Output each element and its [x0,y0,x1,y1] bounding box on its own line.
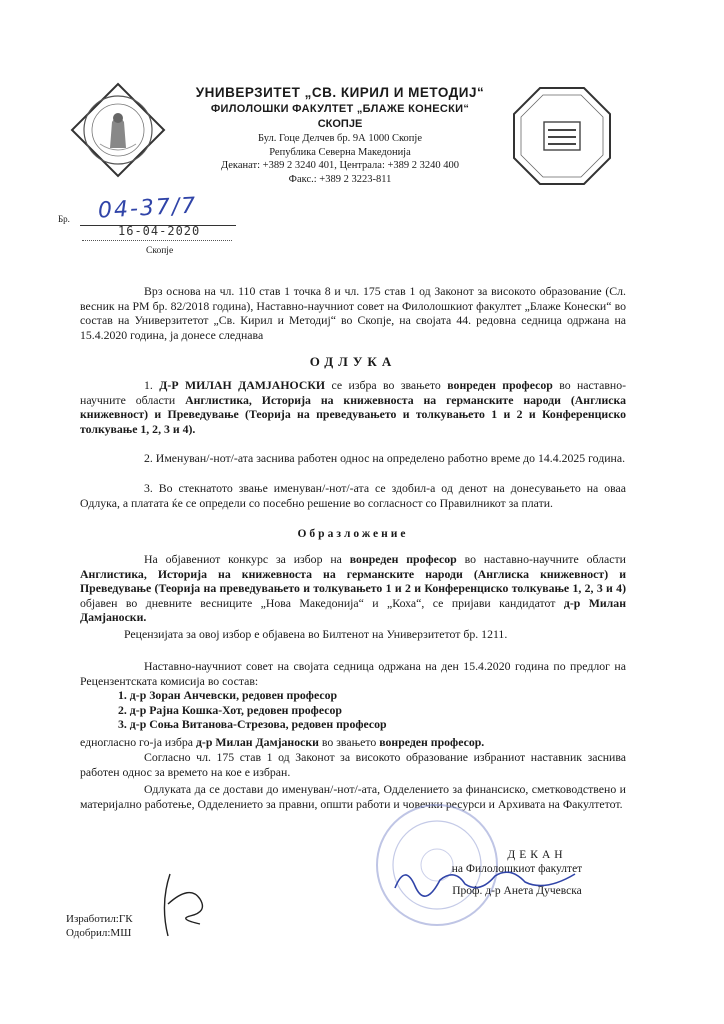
dean-signature-icon [385,858,585,898]
reference-date: 16-04-2020 [118,224,201,238]
explanation-paragraph-5: Согласно чл. 175 став 1 од Законот за високото образование избраниот наставник заснива работен однос за времето на кое е избран. [80,750,626,779]
reference-city: Скопје [146,246,174,256]
academic-title: вонреден професор [447,378,553,392]
paragraph-text: во звањето [321,735,377,749]
prepared-by: Изработил:ГК [66,913,133,925]
commission-member: 2. д-р Рајна Кошка-Хот, редовен професор [118,702,342,717]
header-fax: Факс.: +389 2 3223-811 [288,173,392,185]
decision-item-2: 2. Именуван/-нот/-ата заснива работен однос на определено работно време до 14.4.2025 година. [144,451,626,465]
explanation-paragraph-6: Одлуката да се достави до именуван/-нот/-ата, Одделението за финансиско, сметководствено и материјално работење, Одделението за правни, општи работи и човечки ресурси и Архивата на Факултетот. [80,782,626,811]
commission-members-list [118,688,387,732]
academic-fields: Англистика, Историја на книжевноста на германските народи (Англиска книжевност) и Преведување (Теорија на преведувањето и толкувањето 1 и 2 и Конференциско толкување 1, 2, 3 и 4). [80,392,627,436]
letterhead [170,84,510,186]
explanation-title: Образложение [297,528,409,540]
header-phones: Деканат: +389 2 3240 401, Централа: +389 2 3240 400 [220,160,460,171]
university-name: УНИВЕРЗИТЕТ „СВ. КИРИЛ И МЕТОДИЈ“ [195,85,485,100]
faculty-seal-icon [512,86,612,186]
handwritten-signature-icon [140,864,220,944]
faculty-name: ФИЛОЛОШКИ ФАКУЛТЕТ „БЛАЖЕ КОНЕСКИ“ [210,103,470,115]
item-number: 1. [144,378,153,392]
decision-item-1 [80,378,626,436]
academic-title: вонреден професор [349,552,457,566]
candidate-name: д-р Милан Дамјаноски. [80,595,626,625]
paragraph-text: во наставно-научните области [464,552,626,566]
candidate-name: д-р Милан Дамјаноски [195,735,319,749]
academic-fields: Англистика, Историја на книжевноста на германските народи (Англиска книжевност) и Преведување (Теорија на преведувањето и толкувањето 1 и 2 и Конференциско толкување 1, 2, 3 и 4) [80,566,626,596]
commission-member: 1. д-р Зоран Анчевски, редовен професор [118,688,338,702]
explanation-paragraph-4 [80,735,626,750]
header-country: Република Северна Македонија [269,146,411,158]
explanation-paragraph-1 [80,552,626,625]
decision-title: ОДЛУКА [309,354,397,369]
university-seal-icon [70,82,166,178]
academic-title: вонреден професор. [379,735,485,749]
explanation-paragraph-2: Рецензијата за овој избор е објавена во Билтенот на Универзитетот бр. 1211. [124,627,508,641]
approved-by: Одобрил:МШ [66,927,132,939]
explanation-paragraph-3: Наставно-научниот совет на својата седница одржана на ден 15.4.2020 година по предлог на Рецензентската комисија во состав: [80,659,626,688]
candidate-name: Д-Р МИЛАН ДАМЈАНОСКИ [159,378,326,392]
dean-name: Проф. д-р Анета Дучевска [452,885,582,897]
header-city: СКОПЈЕ [317,118,363,130]
dean-faculty: на Филолошкиот факултет [451,863,583,875]
decision-item-3: 3. Во стекнатото звање именуван/-нот/-ата се здобил-а од денот на донесувањето на оваа Одлука, а платата ќе се определи со посебно решение во согласност со Правилникот за плати. [80,481,626,510]
item-text: во наставно-научните области [80,378,627,407]
dean-title: ДЕКАН [507,849,567,861]
reference-number: 04-37/7 [97,193,198,224]
reference-underline [82,240,232,241]
paragraph-text: На објавениот конкурс за избор на [144,552,342,566]
reference-label: Бр. [58,214,70,224]
paragraph-text: објавен во дневните весниците „Нова Македонија“ и „Коха“, се пријави кандидатот [80,595,556,610]
item-text: се избра во звањето [331,378,441,392]
prepared-approved [66,912,133,940]
preamble: Врз основа на чл. 110 став 1 точка 8 и чл. 175 став 1 од Законот за високото образование (Сл. весник на РМ бр. 82/2018 година), Наставно-научниот совет на Филолошкиот факултет „Блаже Конески“ во состав на Универзитетот „Св. Кирил и Методиј“ во Скопје, на својата 44. редовна седница одржана на 15.4.2020 година, ја донесе следнава [80,284,626,342]
paragraph-text: едногласно го-ја избра [80,735,193,749]
header-address: Бул. Гоце Делчев бр. 9А 1000 Скопје [257,133,422,144]
commission-member: 3. д-р Соња Витанова-Стрезова, редовен професор [118,717,387,732]
